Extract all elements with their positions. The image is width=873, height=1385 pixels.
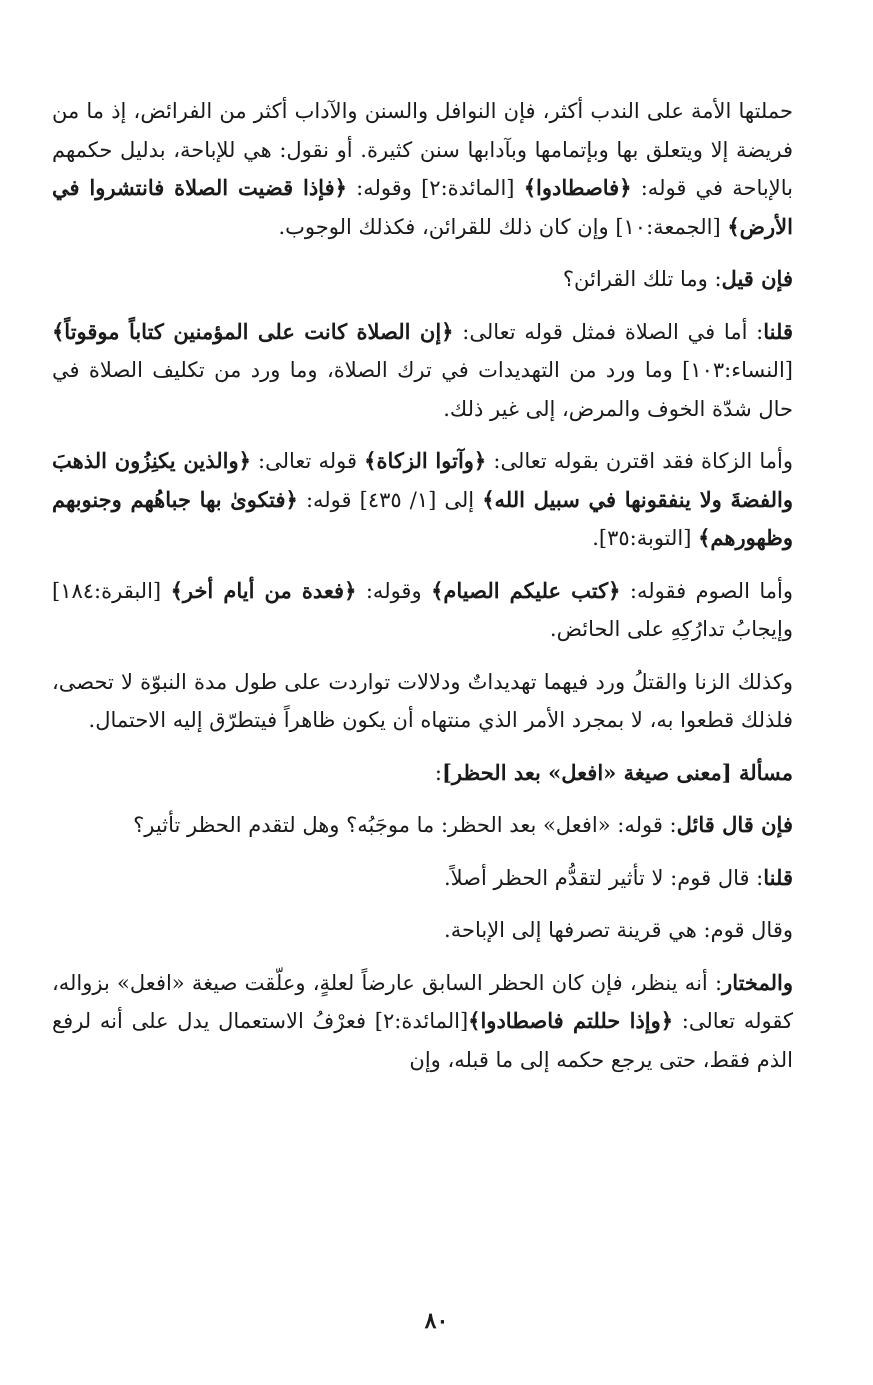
lead-term: قلنا (763, 864, 793, 890)
text-run: قوله تعالى: (250, 449, 365, 473)
paragraph-11 (52, 964, 793, 1080)
text-run: [البقرة:١٨٤] وإيجابُ تدارُكِهِ على الحائض. (52, 578, 793, 641)
quran-quote: ﴿والذين يكنِزُون الذهبَ والفضةَ ولا ينفقونها في سبيل الله﴾ (52, 448, 793, 512)
text-run: وقوله: (356, 578, 432, 603)
quran-quote: ﴿إن الصلاة كانت على المؤمنين كتاباً موقوتاً﴾ (52, 318, 454, 344)
text-run: وقال قوم: هي قرينة تصرفها إلى الإباحة. (444, 918, 793, 942)
paragraph-1 (52, 92, 793, 246)
quran-quote: ﴿فعدة من أيام أخر﴾ (170, 577, 357, 603)
text-run: : قوله: «افعل» بعد الحظر: ما موجَبُه؟ وهل لتقدم الحظر تأثير؟ (133, 813, 677, 837)
quran-quote: ﴿وآتوا الزكاة﴾ (364, 448, 487, 473)
text-run: [المائدة:٢] فعرْفُ الاستعمال يدل على أنه لرفع الذم فقط، حتى يرجع حكمه إلى ما قبله، وإن (52, 1009, 793, 1072)
text-run: [الجمعة:١٠] وإن كان ذلك للقرائن، فكذلك الوجوب. (278, 214, 728, 239)
section-heading (52, 754, 793, 793)
quran-quote: ﴿فتكوىٰ بها جباهُهم وجنوبهم وظهورهم﴾ (52, 486, 793, 550)
text-run: وأما الزكاة فقد اقترن بقوله تعالى: (486, 449, 793, 473)
text-run: [المائدة:٢] وقوله: (346, 176, 524, 200)
lead-term: فإن قال قائل (676, 812, 793, 837)
paragraph-4 (52, 442, 793, 558)
paragraph-5 (52, 572, 793, 649)
text-run: [التوبة:٣٥]. (592, 526, 699, 550)
heading-text: مسألة [معنى صيغة «افعل» بعد الحظر] (441, 759, 793, 785)
lead-term: قلنا (763, 318, 793, 344)
text-run: وأما الصوم فقوله: (620, 578, 793, 603)
paragraph-6 (52, 663, 793, 740)
text-run: حملتها الأمة على الندب أكثر، فإن النوافل والسنن والآداب أكثر من الفرائض، إذ ما من فريضة إلا ويتعلق بها وبإتمامها وبآدابها سنن كثيرة. أو نقول: هي للإباحة، بدليل حكمهم بالإباحة في قوله: (52, 99, 794, 200)
quran-quote: ﴿فإذا قضيت الصلاة فانتشروا في الأرض﴾ (52, 175, 793, 239)
text-run: : قال قوم: لا تأثير لتقدُّم الحظر أصلاً. (443, 865, 764, 890)
text-run: [النساء:١٠٣] وما ورد من التهديدات في ترك الصلاة، وما ورد من تكليف الصلاة في حال شدّة الخوف والمرض، إلى غير ذلك. (52, 358, 793, 421)
paragraph-3 (52, 313, 793, 429)
quran-quote: ﴿فاصطادوا﴾ (523, 175, 632, 200)
text-run: إلى [١/ ٤٣٥] قوله: (297, 487, 483, 512)
paragraph-10 (52, 911, 793, 950)
paragraph-2 (52, 260, 793, 299)
text-run: وكذلك الزنا والقتلُ ورد فيهما تهديداتٌ ودلالات تواردت على طول مدة النبوّة لا تحصى، فلذلك قطعوا به، لا بمجرد الأمر الذي منتهاه أن يكون ظاهراً فيتطرّق إليه الاحتمال. (52, 669, 793, 732)
lead-term: والمختار (722, 969, 793, 995)
quran-quote: ﴿كتب عليكم الصيام﴾ (431, 577, 621, 603)
lead-term: فإن قيل (721, 266, 793, 291)
page-number: ٨٠ (424, 1308, 449, 1334)
quran-quote: ﴿وإذا حللتم فاصطادوا﴾ (468, 1008, 674, 1033)
paragraph-8 (52, 806, 793, 845)
text-body (52, 92, 793, 1079)
text-run: : (434, 760, 442, 785)
text-run: : أنه ينظر، فإن كان الحظر السابق عارضاً لعلةٍ، وعلّقت صيغة «افعل» بزواله، كقوله تعالى: (52, 970, 793, 1033)
text-run: : أما في الصلاة فمثل قوله تعالى: (453, 319, 764, 344)
text-run: : وما تلك القرائن؟ (562, 267, 722, 291)
paragraph-9 (52, 859, 793, 898)
